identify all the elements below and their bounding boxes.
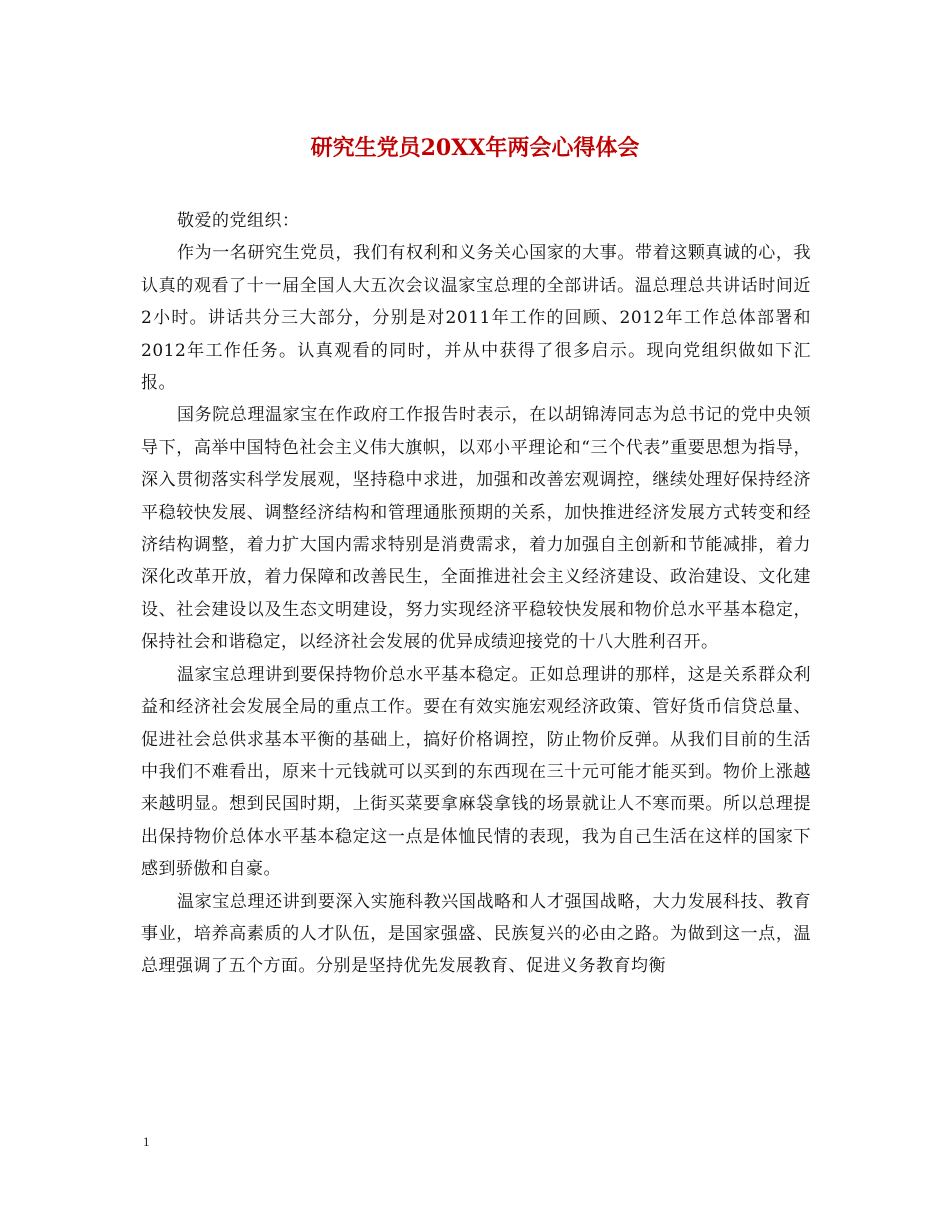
salutation: 敬爱的党组织： [177, 211, 300, 231]
document-title: 研究生党员20XX年两会心得体会 [310, 135, 640, 161]
document-body [141, 205, 811, 983]
paragraph-4: 温家宝总理还讲到要深入实施科教兴国战略和人才强国战略，大力发展科技、教育事业，培养高素质的人才队伍，是国家强盛、民族复兴的必由之路。为做到这一点，温总理强调了五个方面。分别是坚持优先发展教育、促进义务教育均衡 [141, 891, 811, 977]
paragraph-1: 作为一名研究生党员，我们有权利和义务关心国家的大事。带着这颗真诚的心，我认真的观看了十一届全国人大五次会议温家宝总理的全部讲话。温总理总共讲话时间近2小时。讲话共分三大部分，分别是对2011年工作的回顾、2012年工作总体部署和2012年工作任务。认真观看的同时，并从中获得了很多启示。现向党组织做如下汇报。 [141, 243, 811, 394]
paragraph-2: 国务院总理温家宝在作政府工作报告时表示，在以胡锦涛同志为总书记的党中央领导下，高举中国特色社会主义伟大旗帜，以邓小平理论和“三个代表”重要思想为指导，深入贯彻落实科学发展观，坚持稳中求进，加强和改善宏观调控，继续处理好保持经济平稳较快发展、调整经济结构和管理通胀预期的关系，加快推进经济发展方式转变和经济结构调整，着力扩大国内需求特别是消费需求，着力加强自主创新和节能减排，着力深化改革开放，着力保障和改善民生，全面推进社会主义经济建设、政治建设、文化建设、社会建设以及生态文明建设，努力实现经济平稳较快发展和物价总水平基本稳定，保持社会和谐稳定，以经济社会发展的优异成绩迎接党的十八大胜利召开。 [141, 405, 811, 653]
paragraph-3: 温家宝总理讲到要保持物价总水平基本稳定。正如总理讲的那样，这是关系群众利益和经济社会发展全局的重点工作。要在有效实施宏观经济政策、管好货币信贷总量、促进社会总供求基本平衡的基础上，搞好价格调控，防止物价反弹。从我们目前的生活中我们不难看出，原来十元钱就可以买到的东西现在三十元可能才能买到。物价上涨越来越明显。想到民国时期，上街买菜要拿麻袋拿钱的场景就让人不寒而栗。所以总理提出保持物价总体水平基本稳定这一点是体恤民情的表现，我为自己生活在这样的国家下感到骄傲和自豪。 [141, 664, 811, 880]
page-number: 1 [143, 1134, 150, 1149]
